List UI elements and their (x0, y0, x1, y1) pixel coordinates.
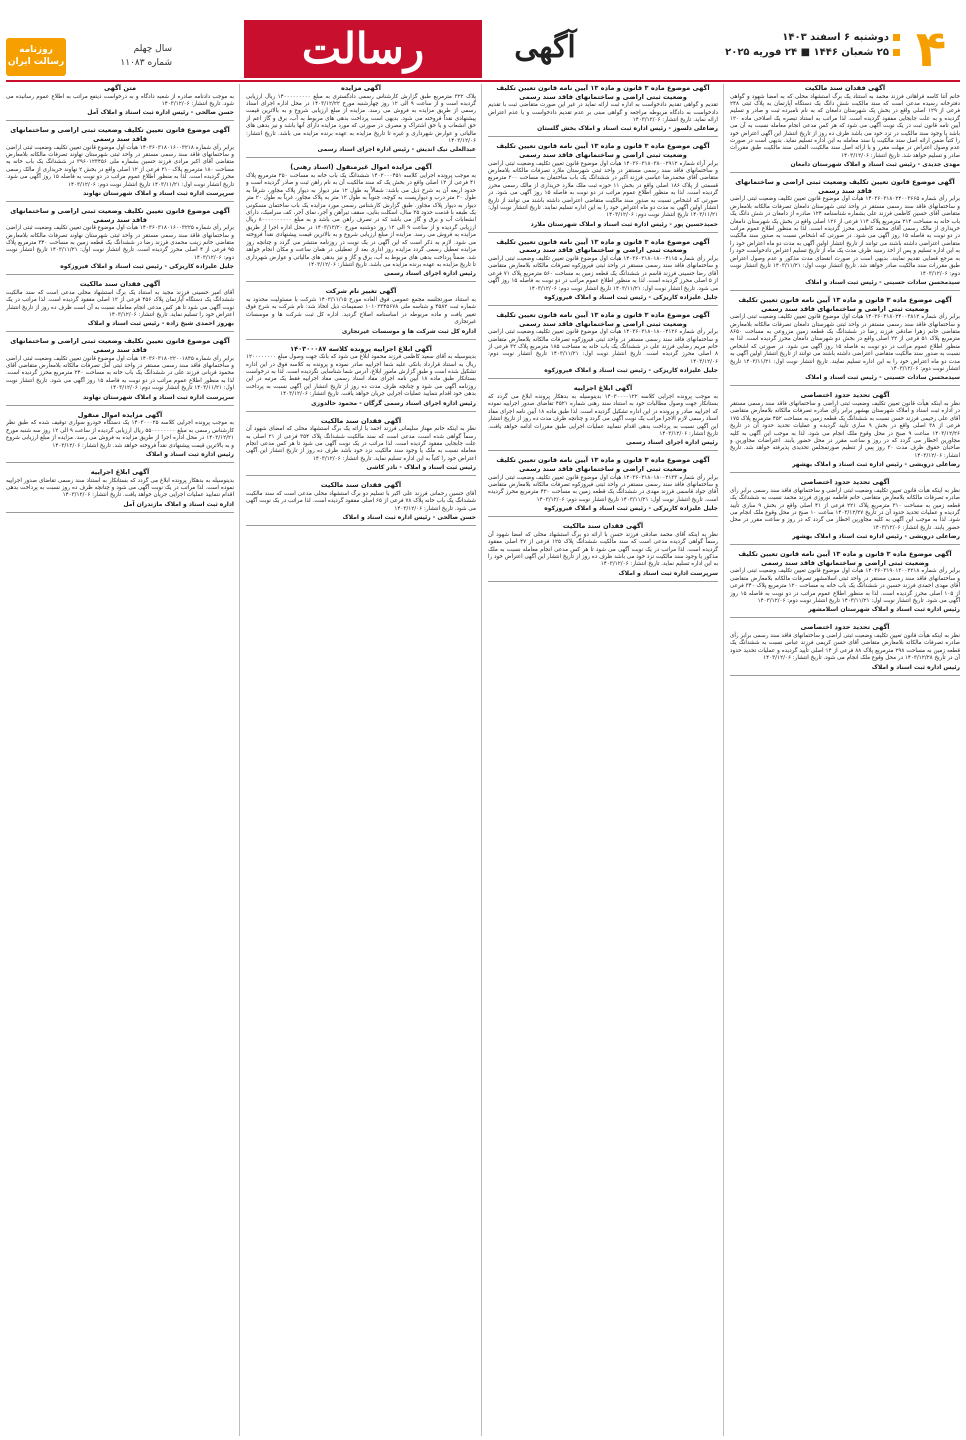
ad-divider (246, 339, 476, 340)
ad-divider (6, 331, 234, 332)
ad-body: برابر رأی شماره ۱۴۰۳۶۰۳۱۸۰۱۸۰۰۴۱۲۶ هیأت اول موضوع قانون تعیین تکلیف وضعیت ثبتی اراضی و ساختمانهای فاقد سند رسمی مستقر در واحد ثبتی فیروزکوه تصرفات مالکانه بلامعارض متقاضی خانم مریم رضایی فرزند علی در ششدانگ یک باب خانه به مساحت ۱۸۵ مترمربع پلاک ۳۲ فرعی از ۸ اصلی محرز گردیده است. تاریخ انتشار نوبت اول: ۱۴۰۳/۱۱/۲۱ تاریخ انتشار نوبت دوم: ۱۴۰۳/۱۲/۰۶ (488, 329, 718, 365)
ad-divider (488, 232, 718, 233)
ad-title: آگهی موضوع قانون تعیین تکلیف وضعیت ثبتی اراضی و ساختمانهای فاقد سند رسمی (10, 207, 230, 224)
ad-body: تقدیم و گواهی تقدیم دادخواست به اداره ثبت ارائه نماید در غیر این صورت متقاضی ثبت با تقدیم دادخواست به دادگاه مربوطه مراجعه و گواهی مبنی بر عدم تقدیم دادخواست و یا عدم اعتراض ارائه نماید. تاریخ انتشار: ۱۴۰۳/۱۲/۰۶ (488, 102, 718, 123)
ad-divider (6, 120, 234, 121)
ad-signature: رئیس ثبت اسناد و املاک - نادر کاشی (366, 464, 476, 472)
column-1 (730, 84, 960, 1436)
ad-body: آقای امیر حسینی فرزند مجید به استناد یک برگ استشهاد محلی مدعی است که سند مالکیت ششدانگ یک دستگاه آپارتمان پلاک ۴۵۶ فرعی از ۱۲ اصلی مفقود گردیده است. لذا مراتب در یک نوبت آگهی می شود تا هر کس مدعی انجام معامله نسبت به آن است ظرف ده روز از تاریخ انتشار اعتراض خود را تسلیم نماید. تاریخ انتشار: ۱۴۰۳/۱۲/۰۶ (6, 289, 234, 319)
ad-body: برابر رأی شماره ۱۴۰۳۶۰۳۱۸۰۲۴۰۰۳۶۶۵ هیأت اول موضوع قانون تعیین تکلیف وضعیت ثبتی اراضی و ساختمانهای فاقد سند رسمی مستقر در واحد ثبتی شهرستان دامغان تصرفات مالکانه بلامعارض متقاضی آقای حسین کاظمی فرزند علی بشماره شناسنامه ۱۲۴ صادره از دامغان در شش دانگ یک باب خانه به مساحت ۲۱۴ مترمربع پلاک ۱۱۴ فرعی از ۱۲۶ اصلی واقع در بخش یک شهرستان دامغان خریداری از مالک رسمی آقای محمد کاظمی محرز گردیده است. لذا به منظور اطلاع عموم مراتب در دو نوبت به فاصله ۱۵ روز آگهی می شود. در صورتی که اشخاص نسبت به صدور سند مالکیت متقاضی اعتراضی داشته باشند می توانند از تاریخ انتشار اولین آگهی به مدت دو ماه اعتراض خود را به این اداره تسلیم و پس از اخذ رسید ظرف مدت یک ماه از تاریخ تسلیم اعتراض دادخواست خود را به مرجع قضایی تقدیم نمایند. بدیهی است در صورت انقضای مدت مذکور و عدم وصول اعتراض طبق مقررات سند مالکیت صادر خواهد شد. تاریخ انتشار نوبت اول: ۱۴۰۳/۱۱/۲۱ تاریخ انتشار نوبت دوم: ۱۴۰۳/۱۲/۰۶ (730, 196, 960, 277)
ad-divider (730, 172, 960, 173)
ad-signature: سیدمحسن سادات حسینی - رئیس ثبت اسناد و املاک (805, 374, 960, 382)
ad-title: آگهی مزایده (340, 84, 382, 92)
ad-block (488, 522, 718, 582)
section-title: آگهی (514, 30, 576, 65)
ad-divider (488, 136, 718, 137)
ad-block (6, 411, 234, 463)
ad-title: آگهی ابلاغ اجراییه (90, 467, 150, 476)
newspaper-logo: رسالت (244, 20, 482, 78)
ad-body: آقای حسین رحمانی فرزند علی اکبر با تسلیم دو برگ استشهاد محلی مدعی است که سند مالکیت ششدانگ یک باب خانه پلاک ۷۸ فرعی از ۶۵ اصلی مفقود گردیده است. لذا مراتب در یک نوبت آگهی می شود. تاریخ انتشار: ۱۴۰۳/۱۲/۰۶ (246, 490, 476, 512)
ad-divider (6, 512, 234, 513)
ad-block (488, 311, 718, 379)
ad-divider (730, 290, 960, 291)
ad-divider (488, 581, 718, 582)
ad-signature: رضاعلی درویشی - رئیس اداره ثبت اسناد و املاک بهشهر (792, 461, 960, 469)
ad-title: آگهی موضوع ماده ۳ قانون و ماده ۱۳ آیین نامه قانون تعیین تکلیف وضعیت ثبتی اراضی و ساختمانهای فاقد سند رسمی (738, 295, 952, 313)
ad-title: آگهی فقدان سند مالکیت (804, 84, 886, 92)
ad-title: آگهی موضوع ماده ۳ قانون و ماده ۱۳ آیین نامه قانون تعیین تکلیف وضعیت ثبتی اراضی و ساختمانهای فاقد سند رسمی (496, 84, 710, 101)
ad-block (730, 478, 960, 545)
date-block (720, 30, 900, 60)
ad-signature: رئیس اداره ثبت اسناد و املاک (871, 663, 960, 671)
ad-title: آگهی موضوع ماده ۳ قانون و ماده ۱۳ آیین نامه قانون تعیین تکلیف وضعیت ثبتی اراضی و ساختمانهای فاقد سند رسمی (496, 311, 710, 328)
ad-divider (730, 544, 960, 545)
ad-title: متن آگهی (103, 84, 137, 92)
page-number: ۴ (915, 20, 947, 78)
ad-body: برابر آراء شماره ۱۴۰۳۶۰۳۱۸۰۳۸۰۰۲۹۱۲ هیأت اول موضوع قانون تعیین تکلیف وضعیت ثبتی اراضی و ساختمانهای فاقد سند رسمی مستقر در واحد ثبتی شهرستان ملارد تصرفات مالکانه بلامعارض متقاضی آقای محمدرضا عباسی فرزند اکبر در ششدانگ یک باب ساختمان به مساحت ۲۰۰ مترمربع قسمتی از پلاک ۱۸۶ اصلی واقع در بخش ۱۱ حوزه ثبت ملک ملارد خریداری از مالک رسمی محرز گردیده است. لذا به منظور اطلاع عموم مراتب در دو نوبت به فاصله ۱۵ روز آگهی می شود. در صورتی که اشخاص نسبت به صدور سند مالکیت متقاضی اعتراضی داشته باشند می توانند از تاریخ انتشار اولین آگهی به مدت دو ماه اعتراض خود را به این اداره تسلیم نمایند. تاریخ انتشار نوبت اول: ۱۴۰۳/۱۱/۲۱ تاریخ انتشار نوبت دوم: ۱۴۰۳/۱۲/۰۶ (488, 160, 718, 219)
ad-body: نظر به اینکه هیأت قانون تعیین تکلیف وضعیت ثبتی اراضی و ساختمانهای فاقد سند رسمی برابر رأی صادره تصرفات مالکانه بلامعارض متقاضی خانم فاطمه نوروزی فرزند محمد نسبت به ششدانگ یک قطعه زمین به مساحت ۳۱۰ مترمربع پلاک ۲۲۱ فرعی از ۴۱ اصلی واقع در بخش ۹ ساری تأیید گردیده و عملیات تحدید حدود آن در تاریخ ۱۴۰۳/۱۲/۲۷ ساعت ۱۰ صبح در محل وقوع ملک انجام می شود. لذا به موجب این آگهی به کلیه مجاورین اخطار می گردد که در روز و ساعت مقرر در محل حضور یابند. تاریخ انتشار: ۱۴۰۳/۱۲/۰۶ (730, 487, 960, 531)
ad-title: آگهی مزایده اموال غیرمنقول (اسناد رهنی) (290, 163, 432, 172)
ad-divider (730, 617, 960, 618)
ad-body: برابر رأی شماره ۱۴۰۳۶۰۳۱۸۰۱۶۰۰۳۲۲۵ هیأت اول موضوع قانون تعیین تکلیف وضعیت ثبتی اراضی و ساختمانهای فاقد سند رسمی مستقر در واحد ثبتی شهرستان نهاوند تصرفات مالکانه بلامعارض متقاضی خانم زینب محمدی فرزند رضا در ششدانگ یک قطعه زمین به مساحت ۳۴۰ مترمربع پلاک ۹۵ فرعی از ۴ اصلی محرز گردیده است. تاریخ انتشار نوبت اول: ۱۴۰۳/۱۱/۲۱ تاریخ انتشار نوبت دوم: ۱۴۰۳/۱۲/۰۶ (6, 225, 234, 261)
ad-block (246, 287, 476, 339)
ad-title: آگهی موضوع ماده ۳ قانون و ماده ۱۳ آیین نامه قانون تعیین تکلیف وضعیت ثبتی اراضی و ساختمانهای فاقد سند رسمی (496, 237, 710, 255)
masthead (0, 20, 966, 78)
ad-divider (488, 516, 718, 517)
ad-divider (246, 157, 476, 158)
ad-title: آگهی فقدان سند مالکیت (320, 481, 402, 490)
ad-divider (246, 475, 476, 476)
ad-body: نظر به اینکه هیأت قانون تعیین تکلیف وضعیت ثبتی اراضی و ساختمانهای فاقد سند رسمی برابر رأی صادره تصرفات مالکانه بلامعارض متقاضی آقای حسن کریمی فرزند عباس نسبت به ششدانگ یک قطعه زمین به مساحت ۲۹۸ مترمربع پلاک ۸۸ فرعی از ۱۴ اصلی تأیید گردیده و عملیات تحدید حدود آن در تاریخ ۱۴۰۳/۱۲/۲۸ در محل وقوع ملک انجام می شود. تاریخ انتشار: ۱۴۰۳/۱۲/۰۶ (730, 633, 960, 662)
ad-block (6, 280, 234, 332)
date-line-1: دوشنبه ۶ اسفند ۱۴۰۳ (720, 30, 900, 45)
ads-columns (6, 84, 960, 1436)
ad-signature: رئیس اداره اجرای اسناد رسمی (625, 439, 718, 447)
ad-block (246, 481, 476, 526)
ad-divider (6, 462, 234, 463)
ad-title: آگهی تحدید حدود اختصاصی (800, 478, 890, 487)
ad-body: برابر رأی شماره ۱۴۰۳۶۰۳۱۸۰۱۶۰۰۳۲۱۸ هیأت اول موضوع قانون تعیین تکلیف وضعیت ثبتی اراضی و ساختمانهای فاقد سند رسمی مستقر در واحد ثبتی شهرستان نهاوند تصرفات مالکانه بلامعارض متقاضی آقای اکبر مرادی فرزند حسین بشماره ملی ۳۹۶۰۱۲۳۴۵۶ در ششدانگ یک باب خانه به مساحت ۱۸۰ مترمربع پلاک ۲۱۰ فرعی از ۱۲ اصلی واقع در بخش ۲ نهاوند خریداری از مالک رسمی محرز گردیده است. لذا به منظور اطلاع عموم مراتب در دو نوبت به فاصله ۱۵ روز آگهی می شود. تاریخ انتشار نوبت اول: ۱۴۰۳/۱۱/۲۱ تاریخ انتشار نوبت دوم: ۱۴۰۳/۱۲/۰۶ (6, 144, 234, 188)
ad-divider (488, 450, 718, 451)
ad-body: برابر رأی شماره ۱۴۰۳۶۰۳۱۸۰۱۸۰۰۴۱۱۵ هیأت اول موضوع قانون تعیین تکلیف وضعیت ثبتی اراضی و ساختمانهای فاقد سند رسمی مستقر در واحد ثبتی فیروزکوه تصرفات مالکانه بلامعارض متقاضی آقای رضا حسینی فرزند قاسم در ششدانگ یک قطعه زمین به مساحت ۵۶۰ مترمربع پلاک ۷۱ فرعی از ۵ اصلی محرز گردیده است. لذا به منظور اطلاع عموم مراتب در دو نوبت به فاصله ۱۵ روز آگهی می شود. تاریخ انتشار نوبت اول: ۱۴۰۳/۱۱/۲۱ تاریخ انتشار نوبت دوم: ۱۴۰۳/۱۲/۰۶ (488, 256, 718, 292)
ad-signature: سرپرست اداره ثبت اسناد و املاک شهرستان نهاوند (83, 190, 234, 198)
ad-body: بدینوسیله به بدهکار پرونده ابلاغ می گردد که بستانکار به استناد سند رسمی تقاضای صدور اجراییه نموده است. لذا مراتب در یک نوبت آگهی می شود و چنانچه ظرف ده روز نسبت به پرداخت بدهی اقدام ننمایید عملیات اجرایی جریان خواهد یافت. تاریخ انتشار: ۱۴۰۳/۱۲/۰۶ (6, 477, 234, 499)
ad-title: آگهی فقدان سند مالکیت (562, 522, 644, 531)
ad-signature: اداره کل ثبت شرکت ها و موسسات غیرتجاری (341, 327, 476, 335)
ad-body: به موجب دادنامه صادره از شعبه دادگاه و به درخواست ذینفع مراتب به اطلاع عموم رسانیده می شود. تاریخ انتشار: ۱۴۰۳/۱۲/۰۶ (6, 93, 234, 107)
column-3 (246, 84, 476, 1436)
ad-title: آگهی موضوع ماده ۳ قانون و ماده ۱۳ آیین نامه قانون تعیین تکلیف وضعیت ثبتی اراضی و ساختمانهای فاقد سند رسمی (496, 142, 710, 159)
ad-block (488, 456, 718, 517)
ad-signature: جلیل علیزاده کاریزکی - رئیس ثبت اسناد و املاک فیروزکوه (544, 505, 718, 513)
ad-divider (488, 378, 718, 379)
bullet-square-icon (893, 34, 900, 41)
ad-signature: سرپرست اداره ثبت اسناد و املاک شهرستان نهاوند (83, 393, 234, 401)
ad-block (730, 391, 960, 473)
ad-signature: رضاعلی درویشی - رئیس اداره ثبت اسناد و املاک بهشهر (792, 533, 960, 541)
ad-body: نظر به اینکه خانم مهناز سلیمانی فرزند احمد با ارائه یک برگ استشهاد محلی که امضای شهود آن رسماً گواهی شده است، مدعی است که سند مالکیت ششدانگ پلاک ۳۵۴ فرعی از ۲۱ اصلی به علت جابجایی مفقود گردیده است. لذا مراتب در یک نوبت آگهی می شود تا هر کس مدعی انجام معامله نسبت به ملک یا وجود سند مالکیت نزد خود باشد ظرف ده روز از تاریخ انتشار این آگهی اعتراض خود را کتباً به این اداره تسلیم نماید. تاریخ انتشار: ۱۴۰۳/۱۲/۰۶ (246, 426, 476, 462)
ad-title: آگهی موضوع قانون تعیین تکلیف وضعیت ثبتی اراضی و ساختمانهای فاقد سند رسمی (735, 178, 955, 195)
ad-signature: جلیل علیزاده کاریزکی - رئیس ثبت اسناد و املاک فیروزکوه (544, 367, 718, 375)
ad-signature: رضاعلی دلسوز - رئیس اداره ثبت اسناد و املاک بخش گلستان (537, 125, 718, 133)
ad-body: به استناد صورتجلسه مجمع عمومی فوق العاده مورخ ۱۴۰۳/۱۱/۱۵ شرکت با مسئولیت محدود به شماره ثبت ۴۵۸۲ و شناسه ملی ۱۰۱۰۲۳۴۵۶۷۸ تصمیمات ذیل اتخاذ شد: نام شرکت به شرح فوق تغییر یافت و ماده مربوطه در اساسنامه اصلاح گردید. اداره کل ثبت شرکت ها و موسسات غیرتجاری (246, 296, 476, 326)
ad-block (730, 623, 960, 675)
ad-body: به موجب پرونده اجرایی کلاسه ۱۴۰۳۰۰۰۲۵ یک دستگاه خودرو سواری توقیف شده که طبق نظر کارشناس رسمی به مبلغ ۵۵۰۰۰۰۰۰۰۰ ریال ارزیابی گردیده از ساعت ۹ الی ۱۲ روز سه شنبه مورخ ۱۴۰۳/۱۲/۲۱ در محل اداره اجرا از طریق مزایده به فروش می رسد. مزایده از مبلغ ارزیابی شروع و به بالاترین قیمت پیشنهادی نقداً فروخته خواهد شد. تاریخ انتشار: ۱۴۰۳/۱۲/۰۶ (6, 420, 234, 449)
ad-signature: مهدی جدیدی - رئیس ثبت اسناد و املاک شهرستان دامغان (790, 161, 960, 169)
column-4 (6, 84, 234, 1436)
ad-title: آگهی ابلاغ اجراییه پرونده کلاسه ۱۴۰۳۰۰۰۸۷ (290, 344, 432, 353)
ad-signature: بهروز احمدی شیخ زاده - رئیس ثبت اسناد و املاک (87, 320, 234, 328)
ad-title: آگهی موضوع ماده ۳ قانون و ماده ۱۳ آیین نامه قانون تعیین تکلیف وضعیت ثبتی اراضی و ساختمانهای فاقد سند رسمی (496, 456, 710, 473)
ad-block (6, 84, 234, 121)
ad-signature: حمیدحسین پور - رئیس اداره ثبت اسناد و املاک شهرستان ملارد (530, 220, 718, 228)
ad-divider (488, 305, 718, 306)
issue-number: شماره ۱۱۰۸۳ (120, 58, 172, 68)
ad-divider (6, 274, 234, 275)
ad-divider (246, 525, 476, 526)
ad-body: برابر رأی شماره ۱۴۰۳۶۰۳۱۸۰۲۲۰۰۱۸۴۵ هیأت اول موضوع قانون تعیین تکلیف وضعیت ثبتی اراضی و ساختمانهای فاقد سند رسمی مستقر در واحد ثبتی آمل تصرفات مالکانه بلامعارض متقاضی آقای محمود قربانی فرزند علی در ششدانگ یک باب خانه به مساحت ۲۴۰ مترمربع محرز گردیده است. لذا به منظور اطلاع عموم مراتب در دو نوبت به فاصله ۱۵ روز آگهی می شود. تاریخ انتشار نوبت اول: ۱۴۰۳/۱۱/۲۱ تاریخ انتشار نوبت دوم: ۱۴۰۳/۱۲/۰۶ (6, 355, 234, 392)
ad-block (6, 468, 234, 513)
ad-signature: رئیس اداره اجرای اسناد رسمی گرگان - محمود خالدوزی (311, 399, 476, 407)
ad-signature: رئیس اداره ثبت اسناد و املاک شهرستان اسلامشهر (808, 606, 960, 614)
ad-body: نظر به اینکه آقای محمد صادقی فرزند حسن با ارائه دو برگ استشهاد محلی که امضا شهود آن رسماً گواهی گردیده مدعی است که سند مالکیت ششدانگ پلاک ۱۲۵ فرعی از ۴۷ اصلی مفقود گردیده است. لذا مراتب در یک نوبت آگهی می شود تا هر کس مدعی انجام معامله نسبت به ملک مذکور یا وجود سند مالکیت نزد خود می باشد ظرف ده روز از تاریخ انتشار این آگهی اعتراض خود را به این اداره تسلیم نماید. تاریخ انتشار: ۱۴۰۳/۱۲/۰۶ (488, 531, 718, 568)
ad-signature: سرپرست اداره ثبت اسناد و املاک (618, 569, 718, 577)
ad-block (730, 296, 960, 386)
ad-block (246, 345, 476, 412)
date-line-2: ۲۵ شعبان ۱۴۴۶ ■ ۲۴ فوریه ۲۰۲۵ (720, 45, 900, 60)
ad-title: آگهی مزایده اموال منقول (77, 410, 163, 419)
ad-body: پلاک ۳۲۲ مترمربع طبق گزارش کارشناس رسمی دادگستری به مبلغ ۱۴۰۰۰۰۰۰۰۰۰ ریال ارزیابی گردیده است و از ساعت ۹ الی ۱۲ روز چهارشنبه مورخ ۱۴۰۳/۱۲/۲۲ در محل اداره اجرای اسناد رسمی از طریق مزایده به فروش می رسد. مزایده از مبلغ ارزیابی شروع و به بالاترین قیمت پیشنهادی نقداً فروخته می شود. بدیهی است پرداخت بدهی های مربوط به آب، برق و گاز اعم از حق انشعاب و یا حق اشتراک و مصرف در صورتی که مورد مزایده دارای آنها باشد و نیز بدهی های مالیاتی و عوارض شهرداری و غیره تا تاریخ مزایده به عهده برنده مزایده می باشد. تاریخ انتشار: ۱۴۰۳/۱۲/۰۶ (246, 93, 476, 145)
brand-badge: روزنامه رسالت ایران (6, 38, 66, 76)
ad-body: به موجب پرونده اجرایی کلاسه ۱۴۰۳۰۰۰۰۱۲۲ بدینوسیله به بدهکار پرونده ابلاغ می گردد که بستانکار جهت وصول مطالبات خود به استناد سند رهنی شماره ۴۵۲۱ تقاضای صدور اجراییه نموده که اجراییه صادر و پرونده در این اداره تشکیل گردیده است. لذا طبق ماده ۱۸ آیین نامه اجرای مفاد اسناد رسمی لازم الاجرا مراتب یک نوبت آگهی می گردد و چنانچه ظرف مدت ده روز از تاریخ انتشار این آگهی نسبت به پرداخت بدهی اقدام ننمایید عملیات اجرایی طبق مقررات ادامه خواهد یافت. تاریخ انتشار: ۱۴۰۳/۱۲/۰۶ (488, 393, 718, 437)
ad-block (730, 550, 960, 618)
ad-block (246, 84, 476, 158)
ad-block (488, 84, 718, 137)
ad-block (246, 417, 476, 477)
ad-body: نظر به اینکه هیأت قانون تعیین تکلیف وضعیت ثبتی اراضی و ساختمانهای فاقد سند رسمی مستقر در اداره ثبت اسناد و املاک شهرستان بهشهر برابر رأی صادره تصرفات مالکانه بلامعارض متقاضی آقای علی رحیمی فرزند حسن نسبت به ششدانگ یک قطعه زمین به مساحت ۴۵۲ مترمربع پلاک ۱۷۵ فرعی از ۳۸ اصلی واقع در بخش ۹ ساری تأیید گردیده و عملیات تحدید حدود آن در تاریخ ۱۴۰۳/۱۲/۲۶ ساعت ۹ صبح در محل وقوع ملک انجام می شود. لذا به موجب این آگهی به کلیه مجاورین اخطار می گردد که در روز و ساعت مقرر در محل حضور یابند. اعتراضات مجاورین و صاحبان حقوق ظرف مدت ۳۰ روز پس از تنظیم صورتمجلس تحدیدی پذیرفته خواهد شد. تاریخ انتشار: ۱۴۰۳/۱۲/۰۶ (730, 400, 960, 459)
issue-info (72, 42, 172, 70)
ad-divider (6, 405, 234, 406)
ad-signature: عبدالعلی نیک اندیش - رئیس اداره اجرای اسناد رسمی (317, 146, 476, 154)
column-divider (723, 84, 724, 1436)
ad-divider (730, 385, 960, 386)
ad-block (730, 84, 960, 173)
ad-title: آگهی فقدان سند مالکیت (320, 416, 402, 425)
ad-title: آگهی ابلاغ اجراییه (573, 384, 633, 393)
ad-block (6, 126, 234, 202)
ad-divider (730, 472, 960, 473)
ad-signature: جلیل علیزاده کاریزکی - رئیس ثبت اسناد و املاک فیروزکوه (60, 263, 234, 271)
ad-signature: حسن صالحی - رئیس اداره ثبت اسناد و املاک آمل (87, 109, 234, 117)
column-divider (481, 84, 482, 1436)
ad-title: آگهی تحدید حدود اختصاصی (800, 391, 890, 400)
ad-body: خانم آتنا کاسه فراهانی فرزند محمد به استناد یک برگ استشهاد محلی که به امضا شهود و گواهی دفترخانه رسیده مدعی است که سند مالکیت شش دانگ یک دستگاه آپارتمان به پلاک ثبتی ۲۴۸ فرعی از ۱۲۹ اصلی واقع در بخش یک شهرستان دامغان که به نام نامبرده ثبت و صادر و تسلیم گردیده و به علت جابجایی مفقود گردیده است. لذا مراتب به استناد تبصره یک اصلاحی ماده ۱۲۰ آیین نامه قانون ثبت در یک نوبت آگهی می شود که هر کس مدعی انجام معامله نسبت به آن می باشد یا وجود سند مالکیت در نزد خود می باشد ظرف ده روز از تاریخ انتشار این آگهی اعتراض خود را کتباً ضمن ارائه اصل سند مالکیت یا سند معامله به این اداره تسلیم نماید. بدیهی است در صورت عدم وصول اعتراض در مهلت مقرر و یا ارائه اصل سند مالکیت، المثنی سند مالکیت طبق مقررات صادر و تسلیم خواهد شد. تاریخ انتشار: ۱۴۰۳/۱۲/۰۶ (730, 93, 960, 159)
ad-block (246, 163, 476, 282)
masthead-rule (6, 80, 960, 82)
ad-block (6, 337, 234, 405)
ad-divider (730, 675, 960, 676)
bullet-square-icon (893, 49, 900, 56)
ad-block (730, 178, 960, 291)
ad-body: برابر رأی شماره ۱۴۰۳۶۰۳۱۸۰۱۸۰۰۴۱۳۳ هیأت اول موضوع قانون تعیین تکلیف وضعیت ثبتی اراضی و ساختمانهای فاقد سند رسمی مستقر در واحد ثبتی فیروزکوه تصرفات مالکانه بلامعارض متقاضی آقای جواد قاسمی فرزند مهدی در ششدانگ یک قطعه زمین به مساحت ۴۲۰ مترمربع محرز گردیده است. تاریخ انتشار نوبت اول: ۱۴۰۳/۱۱/۲۱ تاریخ انتشار نوبت دوم: ۱۴۰۳/۱۲/۰۶ (488, 474, 718, 503)
ad-divider (6, 201, 234, 202)
ad-signature: رئیس اداره اجرای اسناد رسمی (383, 270, 476, 278)
ad-signature: رئیس اداره ثبت اسناد و املاک (145, 450, 234, 458)
ad-divider (246, 411, 476, 412)
ad-signature: سیدمحسن سادات حسینی - رئیس ثبت اسناد و املاک (805, 278, 960, 286)
column-2 (488, 84, 718, 1436)
ad-title: آگهی تغییر نام شرکت (325, 287, 397, 296)
ad-body: به موجب پرونده اجرایی کلاسه ۱۴۰۲۰۰۰۴۵۱ ششدانگ یک باب خانه به مساحت ۲۵۰ مترمربع پلاک ۴۱ فرعی از ۱۲ اصلی واقع در بخش یک که سند مالکیت آن به نام راهن ثبت و صادر گردیده است و حدود اربعه آن به شرح ذیل می باشد: شمالاً به طول ۱۲ متر دیوار به دیوار پلاک مجاور، شرقاً به طول ۲۰ متر درب و دیواریست به کوچه، جنوباً به طول ۱۲ متر به پلاک مجاور، غرباً به طول ۲۰ متر دیوار به دیوار پلاک مجاور. طبق گزارش کارشناس رسمی مورد مزایده یک باب ساختمان مسکونی یک طبقه با قدمت حدود ۲۵ سال، اسکلت بنایی، سقف تیرآهن و آجر، نمای آجر، کف سرامیک، دارای انشعابات آب و برق و گاز می باشد که در تصرف راهن می باشد و به مبلغ ۸۰۰۰۰۰۰۰۰۰۰ ریال ارزیابی گردیده و از ساعت ۹ الی ۱۲ روز دوشنبه مورخ ۱۴۰۳/۱۲/۲۰ در محل اداره اجرا از طریق مزایده به فروش می رسد. مزایده از مبلغ ارزیابی شروع و به بالاترین قیمت پیشنهادی نقداً فروخته می شود. لازم به ذکر است که این آگهی در یک نوبت در روزنامه منتشر می گردد و چنانچه روز مزایده تعطیل رسمی گردد مزایده روز اداری بعد از تعطیلی در همان ساعت و مکان انجام خواهد شد. ضمناً پرداخت بدهی های مربوط به آب، برق و گاز و نیز بدهی های مالیاتی و عوارض شهرداری تا تاریخ مزایده به عهده برنده مزایده می باشد. تاریخ انتشار: ۱۴۰۳/۱۲/۰۶ (246, 173, 476, 268)
ad-signature: جلیل علیزاده کاریزکی - رئیس ثبت اسناد و املاک فیروزکوه (544, 294, 718, 302)
ad-title: آگهی موضوع قانون تعیین تکلیف وضعیت ثبتی اراضی و ساختمانهای فاقد سند رسمی (10, 337, 230, 355)
ad-title: آگهی موضوع قانون تعیین تکلیف وضعیت ثبتی اراضی و ساختمانهای فاقد سند رسمی (10, 126, 230, 143)
ad-signature: حسن صالحی - رئیس اداره ثبت اسناد و املاک (342, 514, 476, 521)
ad-signature: اداره ثبت اسناد و املاک مازندران آمل (123, 500, 234, 508)
ad-block (488, 142, 718, 232)
ad-title: آگهی تحدید حدود اختصاصی (800, 623, 890, 632)
column-divider (239, 84, 240, 1436)
ad-body: برابر رأی شماره ۱۴۰۳۶۰۳۱۹۰۱۳۰۰۲۲۱۸ هیأت اول موضوع قانون تعیین تکلیف وضعیت ثبتی اراضی و ساختمانهای فاقد سند رسمی مستقر در واحد ثبتی اسلامشهر تصرفات مالکانه بلامعارض متقاضی آقای مهدی احمدی فرزند حسین در ششدانگ یک باب خانه به مساحت ۱۲۰ مترمربع پلاک ۳۴۰ فرعی از ۱۰۵ اصلی محرز گردیده است. لذا به منظور اطلاع عموم مراتب در دو نوبت به فاصله ۱۵ روز آگهی می شود. تاریخ انتشار نوبت اول: ۱۴۰۳/۱۱/۲۱ تاریخ انتشار نوبت دوم: ۱۴۰۳/۱۲/۰۶ (730, 568, 960, 605)
ad-block (6, 207, 234, 275)
ad-title: آگهی فقدان سند مالکیت (79, 280, 161, 289)
ad-body: برابر رأی شماره ۱۴۰۳۶۰۳۱۸۰۲۴۰۰۳۸۱۲ هیأت اول موضوع قانون تعیین تکلیف وضعیت ثبتی اراضی و ساختمانهای فاقد سند رسمی مستقر در واحد ثبتی شهرستان دامغان تصرفات مالکانه بلامعارض متقاضی خانم زهرا صادقی فرزند رضا در ششدانگ یک قطعه زمین مزروعی به مساحت ۸۶۵۰ مترمربع پلاک ۵۱ فرعی از ۲۲ اصلی واقع در بخش دو شهرستان دامغان محرز گردیده است. لذا به منظور اطلاع عموم مراتب در دو نوبت به فاصله ۱۵ روز آگهی می شود. در صورتی که اشخاص نسبت به صدور سند مالکیت متقاضی اعتراضی داشته باشند می توانند از تاریخ انتشار اولین آگهی به مدت دو ماه اعتراض خود را به این اداره تسلیم نمایند. تاریخ انتشار نوبت اول: ۱۴۰۳/۱۱/۲۱ تاریخ انتشار نوبت دوم: ۱۴۰۳/۱۲/۰۶ (730, 314, 960, 372)
year-label: سال چهلم (133, 44, 172, 54)
ad-block (488, 384, 718, 451)
ad-divider (246, 281, 476, 282)
ad-block (488, 238, 718, 306)
ad-title: آگهی موضوع ماده ۳ قانون و ماده ۱۳ آیین نامه قانون تعیین تکلیف وضعیت ثبتی اراضی و ساختمانهای فاقد سند رسمی (738, 550, 952, 567)
ad-body: بدینوسیله به آقای سعید کاظمی فرزند محمود ابلاغ می شود که بانک جهت وصول مبلغ ۱۲۰۰۰۰۰۰۰۰ ریال به استناد قرارداد بانکی علیه شما اجراییه صادر نموده و پرونده به کلاسه فوق در این اداره تشکیل شده است و طبق گزارش مامور ابلاغ، آدرس شما شناسایی نگردیده است. لذا به درخواست بستانکار طبق ماده ۱۸ آیین نامه اجرای مفاد اسناد رسمی مفاد اجراییه فقط یک مرتبه در این روزنامه آگهی می شود و چنانچه ظرف مدت ده روز از تاریخ انتشار این آگهی نسبت به پرداخت بدهی خود اقدام ننمایید عملیات اجرایی جریان خواهد یافت. تاریخ انتشار: ۱۴۰۳/۱۲/۰۶ (246, 354, 476, 398)
